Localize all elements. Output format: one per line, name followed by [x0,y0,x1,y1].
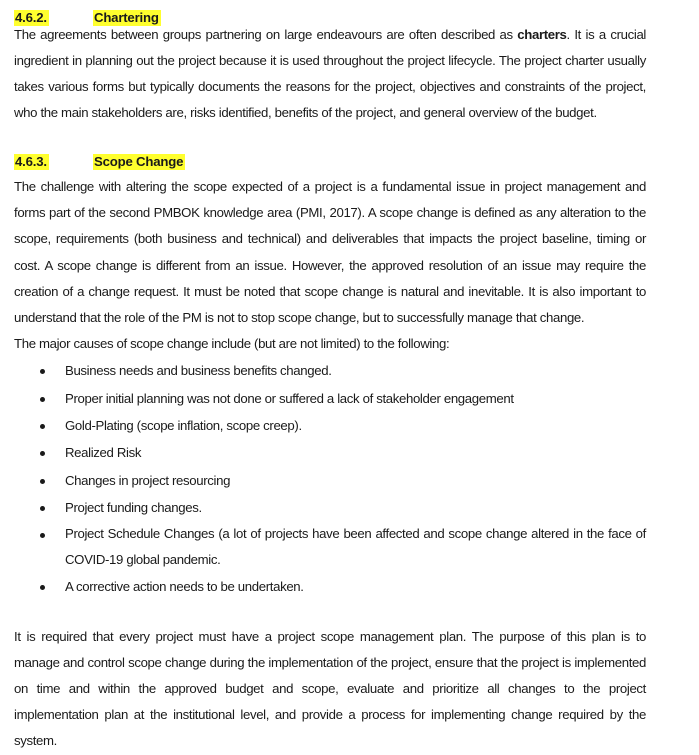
bullet-icon [40,585,45,590]
bullet-icon [40,424,45,429]
causes-list [14,357,646,600]
bullet-icon [40,506,45,511]
section-title: Chartering [94,10,159,25]
list-item-text: Project Schedule Changes (a lot of projects have been affected and scope change altered in the face of COVID-19 global pandemic. [65,526,646,568]
list-item-text: Project funding changes. [65,499,202,515]
section-heading-chartering [14,0,646,25]
list-item [14,385,646,412]
document-page [14,0,646,755]
bullet-icon [40,479,45,484]
section-number: 4.6.3. [15,154,47,169]
list-item-text: Changes in project resourcing [65,472,231,488]
list-item [14,467,646,494]
chartering-text-start: The agreements between groups partnering on large endeavours are often described as [14,27,518,42]
list-item-text: Business needs and business benefits changed. [65,363,332,379]
section-spacer [14,601,646,624]
section-number: 4.6.2. [15,10,47,25]
list-item [14,573,646,600]
list-item-text: Gold-Plating (scope inflation, scope creep). [65,418,302,434]
list-item [14,494,646,521]
list-item [14,357,646,384]
section-spacer [14,126,646,152]
causes-intro: The major causes of scope change include (but are not limited) to the following: [14,336,450,352]
list-item [14,412,646,439]
list-item-text: Proper initial planning was not done or suffered a lack of stakeholder engagement [65,390,514,406]
bullet-icon [40,397,45,402]
bullet-icon [40,369,45,374]
list-item-text: Realized Risk [65,445,142,461]
closing-paragraph: It is required that every project must have a project scope management plan. The purpose of this plan is to manage and control scope change during the implementation of the project, ensure that the project is implemented on time and within the approved budget and scope, evaluate and prioritize all changes to the project implementation plan at the institutional level, and provide a process for implementing change required by the system. [14,628,646,749]
scope-change-paragraph: The challenge with altering the scope expected of a project is a fundamental issue in project management and forms part of the second PMBOK knowledge area (PMI, 2017). A scope change is defined as any alteration to the scope, requirements (both business and technical) and deliverables that impacts the project baseline, timing or cost. A scope change is different from an issue. However, the approved resolution of an issue may require the creation of a change request. It must be noted that scope change is natural and inevitable. It is also important to understand that the role of the PM is not to stop scope change, but to successfully manage that change. [14,179,646,326]
list-item-text: A corrective action needs to be undertaken. [65,579,304,595]
bullet-icon [40,451,45,456]
list-item [14,439,646,466]
chartering-paragraph [14,22,646,126]
chartering-text-end: . It is a crucial ingredient in planning out the project because it is used throughout the project lifecycle. The project charter usually takes various forms but typically documents the reasons for the project, objectives and constraints of the project, who the main stakeholders are, risks identified, benefits of the project, and general overview of the budget. [14,27,647,120]
list-item [14,521,646,573]
charters-term: charters [517,27,567,42]
section-title: Scope Change [94,154,184,169]
bullet-icon [40,533,45,538]
section-heading-scope-change [14,152,646,174]
